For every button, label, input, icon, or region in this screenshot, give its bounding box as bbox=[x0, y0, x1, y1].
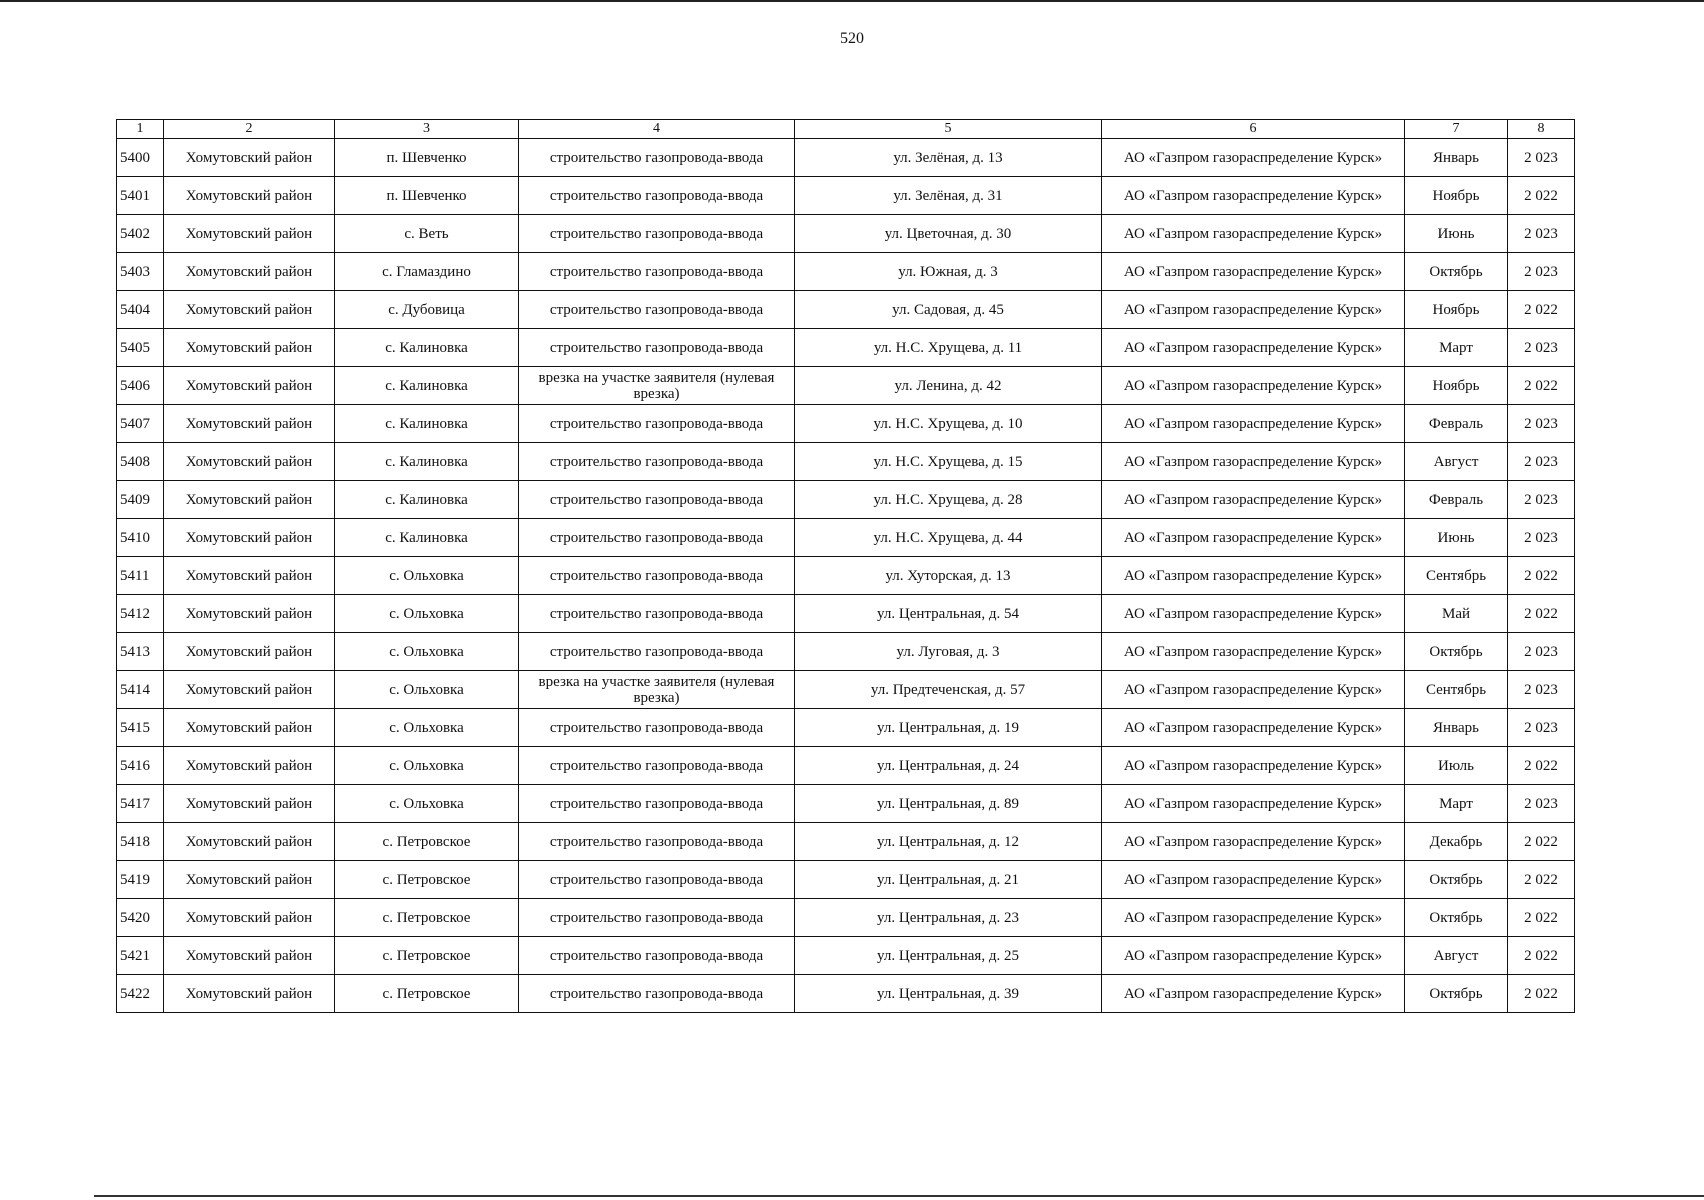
cell-address: ул. Н.С. Хрущева, д. 10 bbox=[795, 405, 1102, 443]
cell-month: Ноябрь bbox=[1405, 367, 1508, 405]
cell-work-type: строительство газопровода-ввода bbox=[519, 405, 795, 443]
cell-work-type: строительство газопровода-ввода bbox=[519, 443, 795, 481]
table-row bbox=[117, 595, 1575, 633]
cell-district: Хомутовский район bbox=[164, 557, 335, 595]
cell-row-number: 5402 bbox=[117, 215, 164, 253]
cell-row-number: 5416 bbox=[117, 747, 164, 785]
cell-month: Февраль bbox=[1405, 405, 1508, 443]
cell-work-type: строительство газопровода-ввода bbox=[519, 747, 795, 785]
cell-settlement: с. Ольховка bbox=[335, 709, 519, 747]
cell-settlement: с. Калиновка bbox=[335, 443, 519, 481]
cell-address: ул. Центральная, д. 25 bbox=[795, 937, 1102, 975]
cell-operator: АО «Газпром газораспределение Курск» bbox=[1102, 291, 1405, 329]
cell-year: 2 023 bbox=[1508, 633, 1575, 671]
cell-settlement: с. Петровское bbox=[335, 861, 519, 899]
cell-operator: АО «Газпром газораспределение Курск» bbox=[1102, 405, 1405, 443]
cell-work-type: строительство газопровода-ввода bbox=[519, 519, 795, 557]
cell-row-number: 5413 bbox=[117, 633, 164, 671]
cell-operator: АО «Газпром газораспределение Курск» bbox=[1102, 329, 1405, 367]
cell-settlement: с. Калиновка bbox=[335, 329, 519, 367]
table-row bbox=[117, 975, 1575, 1013]
cell-district: Хомутовский район bbox=[164, 367, 335, 405]
cell-address: ул. Центральная, д. 21 bbox=[795, 861, 1102, 899]
cell-year: 2 022 bbox=[1508, 975, 1575, 1013]
cell-work-type: строительство газопровода-ввода bbox=[519, 861, 795, 899]
cell-year: 2 022 bbox=[1508, 291, 1575, 329]
page-number: 520 bbox=[840, 30, 864, 47]
cell-row-number: 5419 bbox=[117, 861, 164, 899]
cell-address: ул. Центральная, д. 54 bbox=[795, 595, 1102, 633]
cell-work-type: врезка на участке заявителя (нулевая врезка) bbox=[519, 671, 795, 709]
table-row bbox=[117, 519, 1575, 557]
cell-month: Октябрь bbox=[1405, 253, 1508, 291]
cell-settlement: с. Дубовица bbox=[335, 291, 519, 329]
cell-year: 2 023 bbox=[1508, 709, 1575, 747]
cell-settlement: с. Ольховка bbox=[335, 595, 519, 633]
cell-district: Хомутовский район bbox=[164, 975, 335, 1013]
cell-district: Хомутовский район bbox=[164, 519, 335, 557]
cell-district: Хомутовский район bbox=[164, 405, 335, 443]
cell-work-type: строительство газопровода-ввода bbox=[519, 785, 795, 823]
header-col-4: 4 bbox=[519, 120, 795, 139]
cell-settlement: с. Ольховка bbox=[335, 785, 519, 823]
cell-settlement: с. Калиновка bbox=[335, 367, 519, 405]
cell-settlement: с. Ольховка bbox=[335, 671, 519, 709]
cell-address: ул. Центральная, д. 19 bbox=[795, 709, 1102, 747]
cell-work-type: строительство газопровода-ввода bbox=[519, 899, 795, 937]
header-col-1: 1 bbox=[117, 120, 164, 139]
header-col-2: 2 bbox=[164, 120, 335, 139]
cell-district: Хомутовский район bbox=[164, 291, 335, 329]
cell-settlement: с. Веть bbox=[335, 215, 519, 253]
cell-operator: АО «Газпром газораспределение Курск» bbox=[1102, 709, 1405, 747]
cell-month: Май bbox=[1405, 595, 1508, 633]
cell-work-type: строительство газопровода-ввода bbox=[519, 177, 795, 215]
cell-district: Хомутовский район bbox=[164, 253, 335, 291]
cell-operator: АО «Газпром газораспределение Курск» bbox=[1102, 861, 1405, 899]
cell-month: Октябрь bbox=[1405, 633, 1508, 671]
cell-month: Март bbox=[1405, 329, 1508, 367]
cell-work-type: строительство газопровода-ввода bbox=[519, 595, 795, 633]
cell-row-number: 5404 bbox=[117, 291, 164, 329]
cell-operator: АО «Газпром газораспределение Курск» bbox=[1102, 899, 1405, 937]
table-row bbox=[117, 215, 1575, 253]
cell-district: Хомутовский район bbox=[164, 861, 335, 899]
cell-month: Июль bbox=[1405, 747, 1508, 785]
cell-row-number: 5422 bbox=[117, 975, 164, 1013]
cell-district: Хомутовский район bbox=[164, 899, 335, 937]
table-row bbox=[117, 139, 1575, 177]
header-col-6: 6 bbox=[1102, 120, 1405, 139]
cell-row-number: 5420 bbox=[117, 899, 164, 937]
cell-year: 2 022 bbox=[1508, 823, 1575, 861]
cell-operator: АО «Газпром газораспределение Курск» bbox=[1102, 937, 1405, 975]
cell-row-number: 5412 bbox=[117, 595, 164, 633]
table-row bbox=[117, 443, 1575, 481]
cell-row-number: 5408 bbox=[117, 443, 164, 481]
header-col-5: 5 bbox=[795, 120, 1102, 139]
cell-address: ул. Хуторская, д. 13 bbox=[795, 557, 1102, 595]
table-row bbox=[117, 481, 1575, 519]
table-row bbox=[117, 861, 1575, 899]
cell-month: Октябрь bbox=[1405, 899, 1508, 937]
cell-row-number: 5421 bbox=[117, 937, 164, 975]
table-row bbox=[117, 671, 1575, 709]
cell-year: 2 023 bbox=[1508, 329, 1575, 367]
table-row bbox=[117, 633, 1575, 671]
cell-operator: АО «Газпром газораспределение Курск» bbox=[1102, 671, 1405, 709]
cell-work-type: строительство газопровода-ввода bbox=[519, 709, 795, 747]
cell-address: ул. Н.С. Хрущева, д. 11 bbox=[795, 329, 1102, 367]
cell-address: ул. Луговая, д. 3 bbox=[795, 633, 1102, 671]
cell-address: ул. Центральная, д. 89 bbox=[795, 785, 1102, 823]
cell-month: Июнь bbox=[1405, 215, 1508, 253]
cell-operator: АО «Газпром газораспределение Курск» bbox=[1102, 823, 1405, 861]
cell-district: Хомутовский район bbox=[164, 937, 335, 975]
cell-district: Хомутовский район bbox=[164, 177, 335, 215]
cell-address: ул. Н.С. Хрущева, д. 44 bbox=[795, 519, 1102, 557]
cell-row-number: 5418 bbox=[117, 823, 164, 861]
cell-work-type: строительство газопровода-ввода bbox=[519, 253, 795, 291]
cell-row-number: 5414 bbox=[117, 671, 164, 709]
cell-work-type: строительство газопровода-ввода bbox=[519, 215, 795, 253]
cell-district: Хомутовский район bbox=[164, 595, 335, 633]
cell-address: ул. Центральная, д. 12 bbox=[795, 823, 1102, 861]
table-row bbox=[117, 329, 1575, 367]
table-row bbox=[117, 899, 1575, 937]
cell-month: Февраль bbox=[1405, 481, 1508, 519]
cell-district: Хомутовский район bbox=[164, 785, 335, 823]
cell-work-type: строительство газопровода-ввода bbox=[519, 139, 795, 177]
cell-operator: АО «Газпром газораспределение Курск» bbox=[1102, 975, 1405, 1013]
cell-operator: АО «Газпром газораспределение Курск» bbox=[1102, 139, 1405, 177]
cell-settlement: с. Калиновка bbox=[335, 481, 519, 519]
cell-month: Сентябрь bbox=[1405, 557, 1508, 595]
cell-operator: АО «Газпром газораспределение Курск» bbox=[1102, 747, 1405, 785]
cell-year: 2 022 bbox=[1508, 747, 1575, 785]
cell-month: Ноябрь bbox=[1405, 291, 1508, 329]
cell-month: Январь bbox=[1405, 709, 1508, 747]
cell-operator: АО «Газпром газораспределение Курск» bbox=[1102, 215, 1405, 253]
cell-operator: АО «Газпром газораспределение Курск» bbox=[1102, 177, 1405, 215]
header-col-8: 8 bbox=[1508, 120, 1575, 139]
cell-district: Хомутовский район bbox=[164, 481, 335, 519]
cell-year: 2 023 bbox=[1508, 405, 1575, 443]
cell-year: 2 022 bbox=[1508, 557, 1575, 595]
cell-address: ул. Центральная, д. 24 bbox=[795, 747, 1102, 785]
cell-row-number: 5417 bbox=[117, 785, 164, 823]
cell-work-type: строительство газопровода-ввода bbox=[519, 823, 795, 861]
cell-row-number: 5401 bbox=[117, 177, 164, 215]
cell-district: Хомутовский район bbox=[164, 823, 335, 861]
cell-row-number: 5405 bbox=[117, 329, 164, 367]
cell-settlement: с. Калиновка bbox=[335, 405, 519, 443]
cell-settlement: с. Гламаздино bbox=[335, 253, 519, 291]
cell-row-number: 5411 bbox=[117, 557, 164, 595]
table-row bbox=[117, 367, 1575, 405]
bottom-border-line bbox=[94, 1195, 1704, 1197]
cell-month: Октябрь bbox=[1405, 861, 1508, 899]
cell-month: Декабрь bbox=[1405, 823, 1508, 861]
cell-operator: АО «Газпром газораспределение Курск» bbox=[1102, 253, 1405, 291]
cell-address: ул. Зелёная, д. 13 bbox=[795, 139, 1102, 177]
cell-operator: АО «Газпром газораспределение Курск» bbox=[1102, 557, 1405, 595]
cell-operator: АО «Газпром газораспределение Курск» bbox=[1102, 443, 1405, 481]
header-col-7: 7 bbox=[1405, 120, 1508, 139]
cell-operator: АО «Газпром газораспределение Курск» bbox=[1102, 633, 1405, 671]
cell-year: 2 023 bbox=[1508, 443, 1575, 481]
table-row bbox=[117, 747, 1575, 785]
cell-address: ул. Зелёная, д. 31 bbox=[795, 177, 1102, 215]
gas-connection-table bbox=[116, 119, 1575, 1013]
cell-district: Хомутовский район bbox=[164, 671, 335, 709]
table-header-row bbox=[117, 120, 1575, 139]
table-row bbox=[117, 785, 1575, 823]
cell-district: Хомутовский район bbox=[164, 633, 335, 671]
cell-row-number: 5409 bbox=[117, 481, 164, 519]
cell-address: ул. Предтеченская, д. 57 bbox=[795, 671, 1102, 709]
cell-work-type: строительство газопровода-ввода bbox=[519, 329, 795, 367]
table-body bbox=[117, 139, 1575, 1013]
cell-settlement: с. Ольховка bbox=[335, 557, 519, 595]
cell-row-number: 5410 bbox=[117, 519, 164, 557]
cell-year: 2 022 bbox=[1508, 899, 1575, 937]
cell-work-type: строительство газопровода-ввода bbox=[519, 481, 795, 519]
cell-settlement: с. Петровское bbox=[335, 899, 519, 937]
cell-month: Июнь bbox=[1405, 519, 1508, 557]
cell-district: Хомутовский район bbox=[164, 139, 335, 177]
cell-operator: АО «Газпром газораспределение Курск» bbox=[1102, 785, 1405, 823]
cell-year: 2 022 bbox=[1508, 595, 1575, 633]
cell-address: ул. Н.С. Хрущева, д. 28 bbox=[795, 481, 1102, 519]
cell-settlement: с. Петровское bbox=[335, 823, 519, 861]
table-row bbox=[117, 405, 1575, 443]
cell-month: Октябрь bbox=[1405, 975, 1508, 1013]
cell-settlement: п. Шевченко bbox=[335, 139, 519, 177]
cell-year: 2 023 bbox=[1508, 785, 1575, 823]
cell-month: Март bbox=[1405, 785, 1508, 823]
cell-district: Хомутовский район bbox=[164, 329, 335, 367]
cell-address: ул. Цветочная, д. 30 bbox=[795, 215, 1102, 253]
cell-settlement: с. Ольховка bbox=[335, 633, 519, 671]
cell-year: 2 023 bbox=[1508, 481, 1575, 519]
cell-row-number: 5415 bbox=[117, 709, 164, 747]
cell-district: Хомутовский район bbox=[164, 747, 335, 785]
cell-operator: АО «Газпром газораспределение Курск» bbox=[1102, 367, 1405, 405]
cell-year: 2 023 bbox=[1508, 215, 1575, 253]
table-row bbox=[117, 253, 1575, 291]
cell-operator: АО «Газпром газораспределение Курск» bbox=[1102, 481, 1405, 519]
cell-row-number: 5403 bbox=[117, 253, 164, 291]
cell-district: Хомутовский район bbox=[164, 215, 335, 253]
cell-work-type: строительство газопровода-ввода bbox=[519, 291, 795, 329]
cell-year: 2 023 bbox=[1508, 519, 1575, 557]
cell-year: 2 022 bbox=[1508, 937, 1575, 975]
cell-address: ул. Южная, д. 3 bbox=[795, 253, 1102, 291]
table-row bbox=[117, 709, 1575, 747]
cell-work-type: врезка на участке заявителя (нулевая врезка) bbox=[519, 367, 795, 405]
cell-year: 2 023 bbox=[1508, 139, 1575, 177]
cell-address: ул. Центральная, д. 23 bbox=[795, 899, 1102, 937]
cell-address: ул. Ленина, д. 42 bbox=[795, 367, 1102, 405]
cell-month: Август bbox=[1405, 443, 1508, 481]
cell-address: ул. Садовая, д. 45 bbox=[795, 291, 1102, 329]
cell-month: Август bbox=[1405, 937, 1508, 975]
cell-row-number: 5400 bbox=[117, 139, 164, 177]
cell-work-type: строительство газопровода-ввода bbox=[519, 633, 795, 671]
cell-year: 2 023 bbox=[1508, 253, 1575, 291]
table-row bbox=[117, 291, 1575, 329]
table-row bbox=[117, 557, 1575, 595]
cell-settlement: с. Петровское bbox=[335, 937, 519, 975]
cell-work-type: строительство газопровода-ввода bbox=[519, 937, 795, 975]
cell-month: Сентябрь bbox=[1405, 671, 1508, 709]
cell-settlement: с. Калиновка bbox=[335, 519, 519, 557]
cell-settlement: с. Ольховка bbox=[335, 747, 519, 785]
cell-year: 2 022 bbox=[1508, 177, 1575, 215]
cell-row-number: 5406 bbox=[117, 367, 164, 405]
cell-address: ул. Н.С. Хрущева, д. 15 bbox=[795, 443, 1102, 481]
cell-month: Ноябрь bbox=[1405, 177, 1508, 215]
cell-operator: АО «Газпром газораспределение Курск» bbox=[1102, 595, 1405, 633]
cell-district: Хомутовский район bbox=[164, 709, 335, 747]
table-row bbox=[117, 937, 1575, 975]
cell-year: 2 022 bbox=[1508, 861, 1575, 899]
cell-year: 2 022 bbox=[1508, 367, 1575, 405]
table-row bbox=[117, 177, 1575, 215]
top-border-line bbox=[0, 0, 1704, 2]
cell-work-type: строительство газопровода-ввода bbox=[519, 557, 795, 595]
table-row bbox=[117, 823, 1575, 861]
cell-operator: АО «Газпром газораспределение Курск» bbox=[1102, 519, 1405, 557]
cell-address: ул. Центральная, д. 39 bbox=[795, 975, 1102, 1013]
header-col-3: 3 bbox=[335, 120, 519, 139]
cell-work-type: строительство газопровода-ввода bbox=[519, 975, 795, 1013]
cell-month: Январь bbox=[1405, 139, 1508, 177]
cell-year: 2 023 bbox=[1508, 671, 1575, 709]
cell-row-number: 5407 bbox=[117, 405, 164, 443]
cell-settlement: с. Петровское bbox=[335, 975, 519, 1013]
cell-district: Хомутовский район bbox=[164, 443, 335, 481]
cell-settlement: п. Шевченко bbox=[335, 177, 519, 215]
